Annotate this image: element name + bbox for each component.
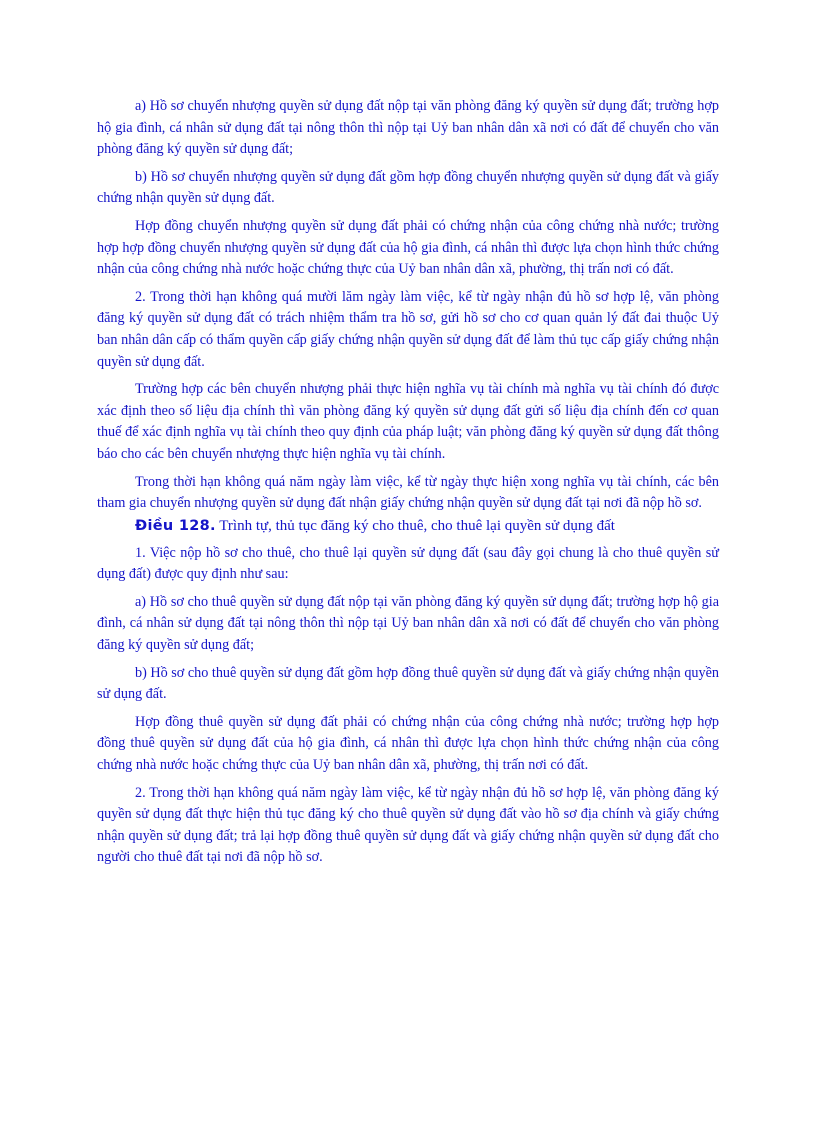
- document-page: [97, 96, 719, 869]
- article-title: Trình tự, thủ tục đăng ký cho thuê, cho thuê lại quyền sử dụng đất: [219, 517, 615, 534]
- paragraph: b) Hồ sơ chuyển nhượng quyền sử dụng đất gồm hợp đồng chuyển nhượng quyền sử dụng đất và giấy chứng nhận quyền sử dụng đất.: [97, 168, 719, 207]
- paragraph: 2. Trong thời hạn không quá mười lăm ngày làm việc, kể từ ngày nhận đủ hồ sơ hợp lệ, văn phòng đăng ký quyền sử dụng đất có trách nhiệm thẩm tra hồ sơ, gửi hồ sơ cho cơ quan quản lý đất đai thuộc Uỷ ban nhân dân cấp có thẩm quyền cấp giấy chứng nhận quyền sử dụng đất để làm thủ tục cấp giấy chứng nhận quyền sử dụng đất.: [97, 288, 719, 370]
- paragraph: a) Hồ sơ cho thuê quyền sử dụng đất nộp tại văn phòng đăng ký quyền sử dụng đất; trường hợp hộ gia đình, cá nhân sử dụng đất tại nông thôn thì nộp tại Uỷ ban nhân dân xã nơi có đất để chuyển cho văn phòng đăng ký quyền sử dụng đất;: [97, 593, 719, 654]
- section-article-128: [97, 543, 719, 869]
- paragraph: 1. Việc nộp hồ sơ cho thuê, cho thuê lại quyền sử dụng đất (sau đây gọi chung là cho thuê quyền sử dụng đất) được quy định như sau:: [97, 544, 719, 583]
- paragraph: 2. Trong thời hạn không quá năm ngày làm việc, kể từ ngày nhận đủ hồ sơ hợp lệ, văn phòng đăng ký quyền sử dụng đất thực hiện thủ tục đăng ký cho thuê quyền sử dụng đất vào hồ sơ địa chính và giấy chứng nhận quyền sử dụng đất; trả lại hợp đồng thuê quyền sử dụng đất và giấy chứng nhận quyền sử dụng đất cho người cho thuê đất tại nơi đã nộp hồ sơ.: [97, 784, 719, 866]
- section-article-127-continued: [97, 96, 719, 515]
- paragraph: Hợp đồng thuê quyền sử dụng đất phải có chứng nhận của công chứng nhà nước; trường hợp hợp đồng thuê quyền sử dụng đất của hộ gia đình, cá nhân thì được lựa chọn hình thức chứng nhận của công chứng nhà nước hoặc chứng thực của Uỷ ban nhân dân xã, phường, thị trấn nơi có đất.: [97, 713, 719, 774]
- paragraph: Hợp đồng chuyển nhượng quyền sử dụng đất phải có chứng nhận của công chứng nhà nước; trường hợp hợp đồng chuyển nhượng quyền sử dụng đất của hộ gia đình, cá nhân thì được lựa chọn hình thức chứng nhận của công chứng nhà nước hoặc chứng thực của Uỷ ban nhân dân xã, phường, thị trấn nơi có đất.: [97, 217, 719, 278]
- paragraph: a) Hồ sơ chuyển nhượng quyền sử dụng đất nộp tại văn phòng đăng ký quyền sử dụng đất; trường hợp hộ gia đình, cá nhân sử dụng đất tại nông thôn thì nộp tại Uỷ ban nhân dân xã nơi có đất để chuyển cho văn phòng đăng ký quyền sử dụng đất;: [97, 98, 719, 158]
- article-number: Điều 128.: [135, 517, 216, 534]
- paragraph: Trường hợp các bên chuyển nhượng phải thực hiện nghĩa vụ tài chính mà nghĩa vụ tài chính đó được xác định theo số liệu địa chính thì văn phòng đăng ký quyền sử dụng đất gửi số liệu địa chính đến cơ quan thuế để xác định nghĩa vụ tài chính theo quy định của pháp luật; văn phòng đăng ký quyền sử dụng đất thông báo cho các bên chuyển nhượng thực hiện nghĩa vụ tài chính.: [97, 381, 719, 462]
- paragraph: Trong thời hạn không quá năm ngày làm việc, kể từ ngày thực hiện xong nghĩa vụ tài chính, các bên tham gia chuyển nhượng quyền sử dụng đất nhận giấy chứng nhận quyền sử dụng đất tại nơi đã nộp hồ sơ.: [97, 473, 719, 512]
- article-heading: [97, 515, 719, 537]
- paragraph: b) Hồ sơ cho thuê quyền sử dụng đất gồm hợp đồng thuê quyền sử dụng đất và giấy chứng nhận quyền sử dụng đất.: [97, 664, 719, 703]
